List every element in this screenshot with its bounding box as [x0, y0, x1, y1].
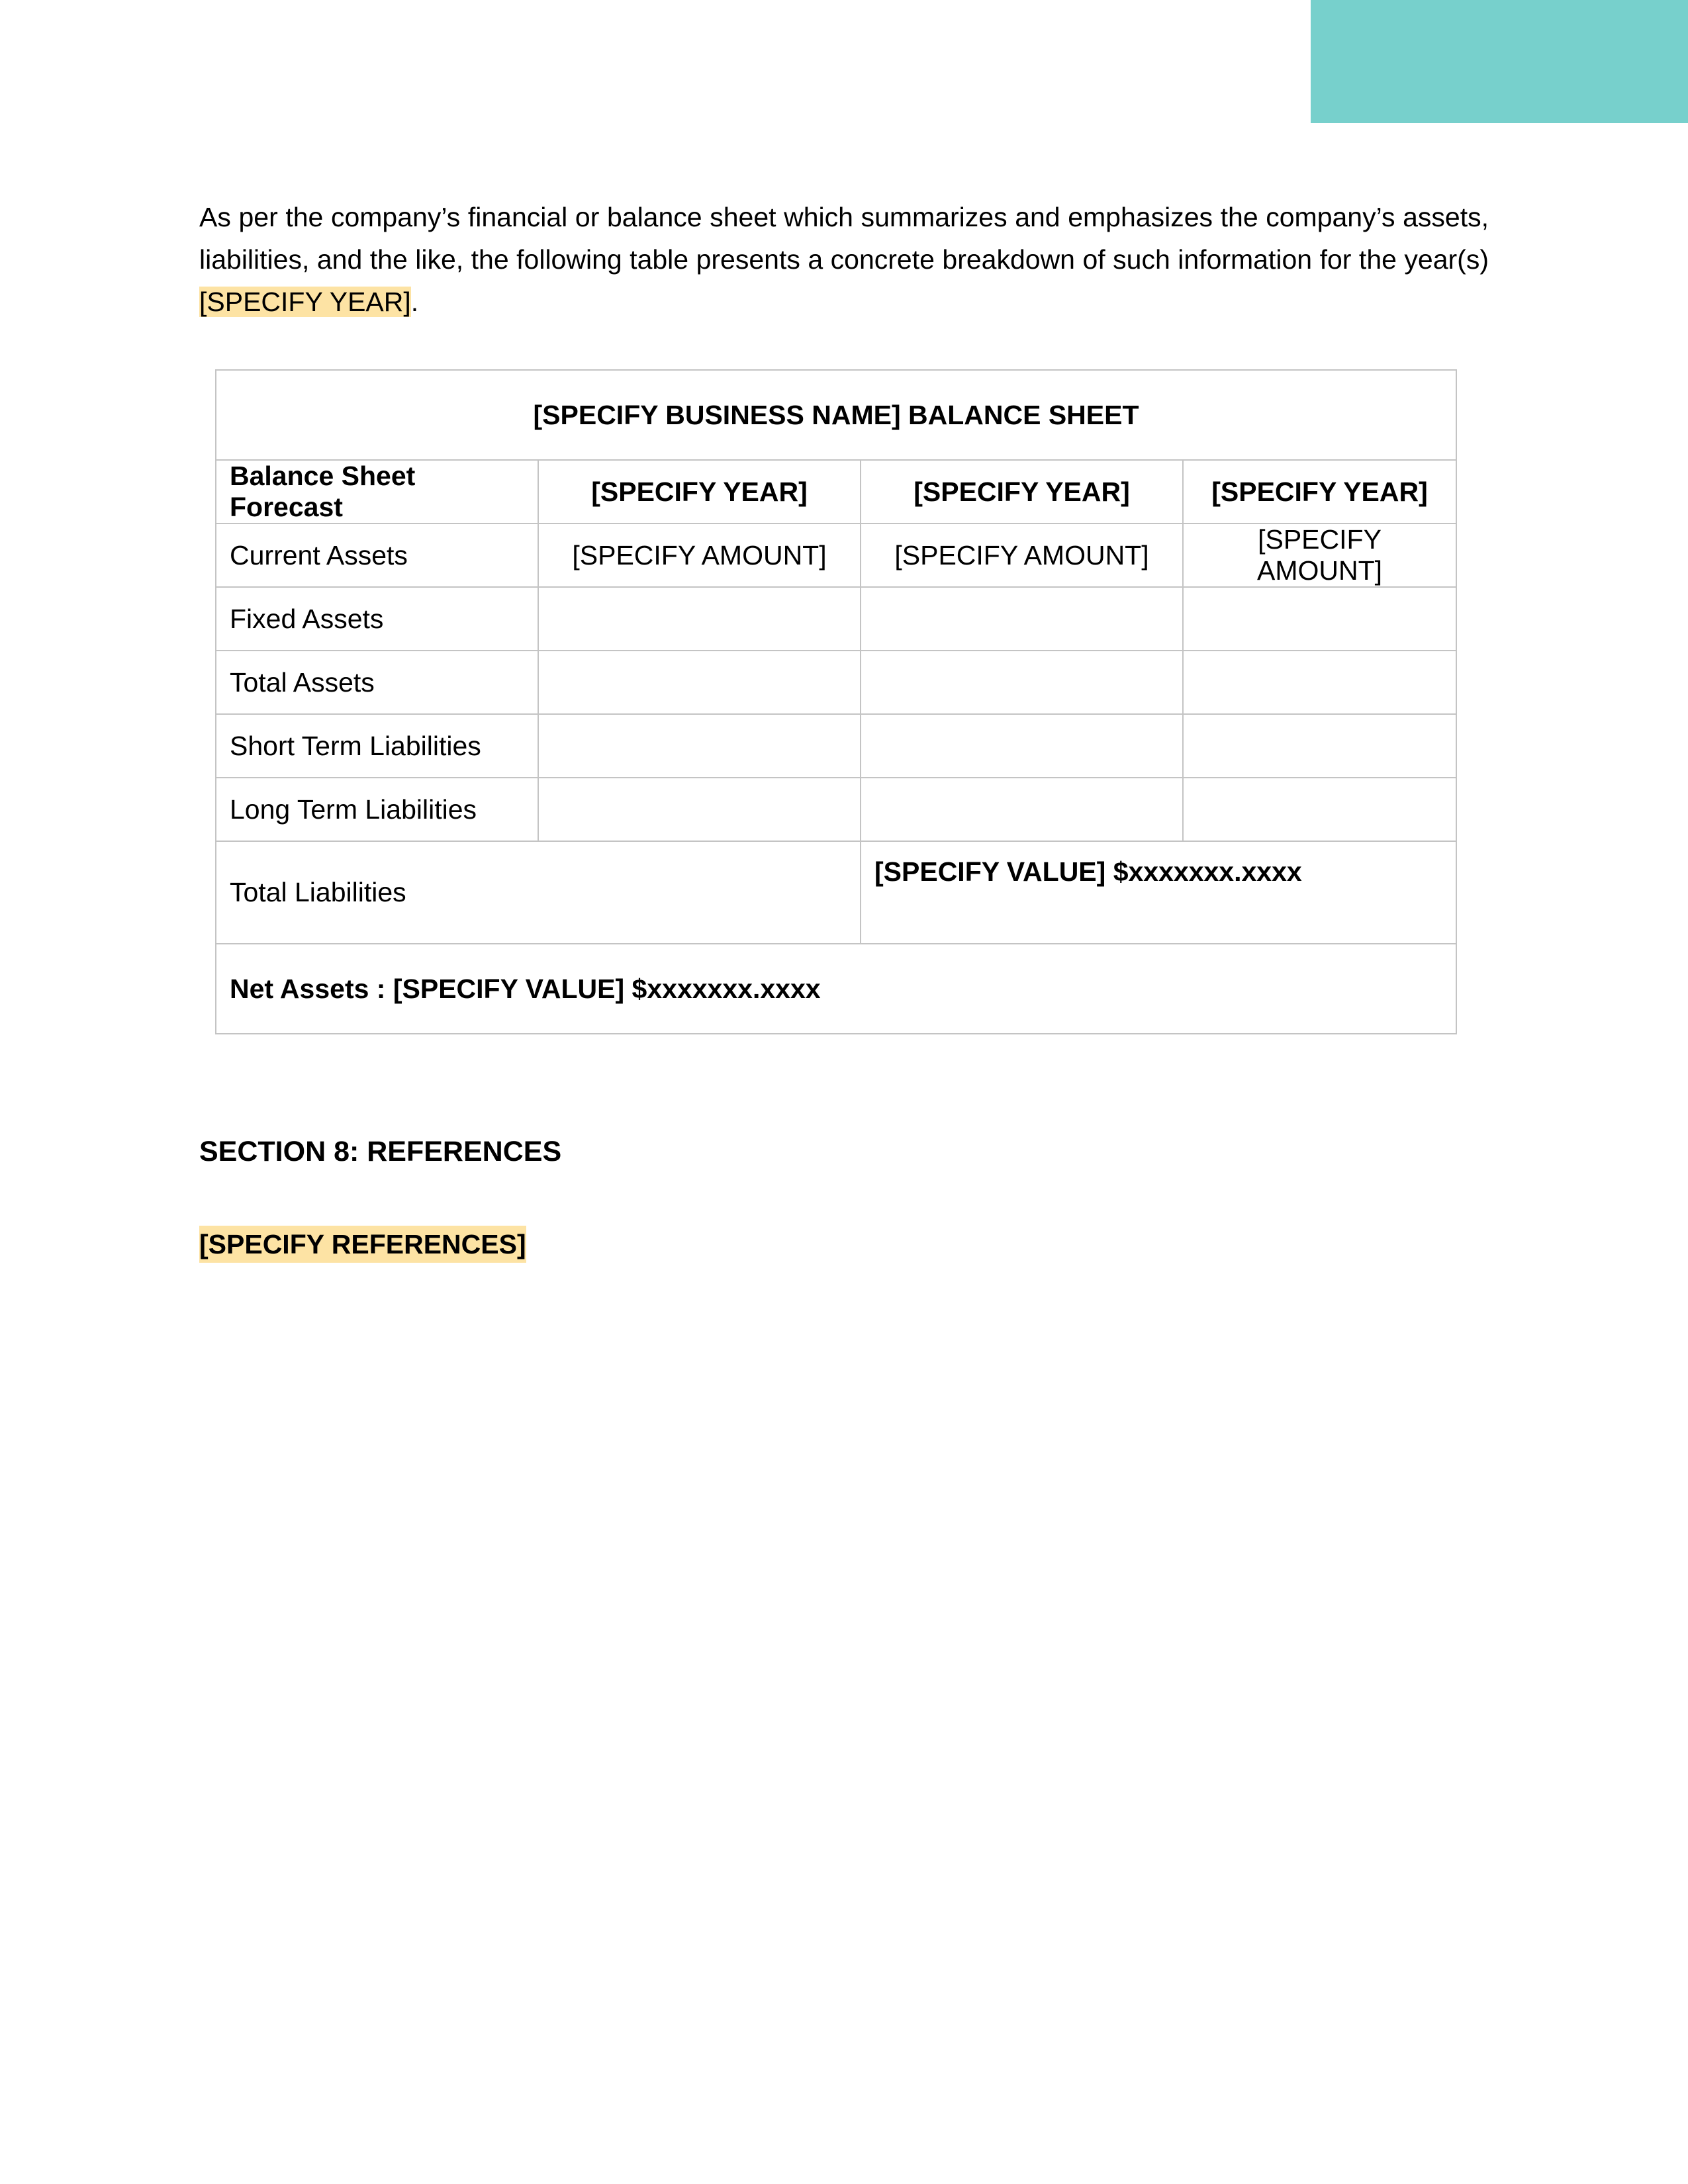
row-value — [1183, 714, 1456, 778]
table-title: [SPECIFY BUSINESS NAME] BALANCE SHEET — [216, 370, 1456, 460]
header-year-3: [SPECIFY YEAR] — [1183, 460, 1456, 523]
row-value — [1183, 651, 1456, 714]
row-value: [SPECIFY AMOUNT] — [861, 523, 1183, 587]
row-value — [538, 651, 861, 714]
header-label: Balance Sheet Forecast — [216, 460, 538, 523]
intro-year-placeholder: [SPECIFY YEAR] — [199, 287, 411, 317]
intro-period: . — [410, 287, 419, 317]
net-assets: Net Assets : [SPECIFY VALUE] $xxxxxxx.xxxx — [216, 944, 1456, 1034]
row-value — [538, 587, 861, 651]
row-value: [SPECIFY AMOUNT] — [1183, 523, 1456, 587]
row-value — [861, 587, 1183, 651]
row-label: Fixed Assets — [216, 587, 538, 651]
row-value: [SPECIFY AMOUNT] — [538, 523, 861, 587]
row-label: Total Assets — [216, 651, 538, 714]
balance-sheet-table — [215, 369, 1457, 1034]
row-value — [538, 714, 861, 778]
row-value — [1183, 778, 1456, 841]
corner-accent-block — [1311, 0, 1688, 123]
table-row — [216, 587, 1456, 651]
total-liabilities-value: [SPECIFY VALUE] $xxxxxxx.xxxx — [861, 841, 1456, 944]
table-header-row — [216, 460, 1456, 523]
row-value — [538, 778, 861, 841]
total-liabilities-row — [216, 841, 1456, 944]
total-liabilities-label: Total Liabilities — [216, 841, 861, 944]
table-title-row — [216, 370, 1456, 460]
row-value — [861, 651, 1183, 714]
row-label: Short Term Liabilities — [216, 714, 538, 778]
header-year-1: [SPECIFY YEAR] — [538, 460, 861, 523]
table-row — [216, 778, 1456, 841]
table-row — [216, 523, 1456, 587]
row-value — [861, 714, 1183, 778]
row-value — [861, 778, 1183, 841]
row-label: Current Assets — [216, 523, 538, 587]
row-value — [1183, 587, 1456, 651]
intro-paragraph — [199, 196, 1489, 323]
net-assets-row — [216, 944, 1456, 1034]
table-row — [216, 651, 1456, 714]
table-row — [216, 714, 1456, 778]
references-placeholder: [SPECIFY REFERENCES] — [199, 1226, 526, 1263]
row-label: Long Term Liabilities — [216, 778, 538, 841]
section-heading: SECTION 8: REFERENCES — [199, 1136, 562, 1167]
header-year-2: [SPECIFY YEAR] — [861, 460, 1183, 523]
intro-text: As per the company’s financial or balance sheet which summarizes and emphasizes the company’s assets, liabilities, and the like, the following table presents a concrete breakdown of such information for the year(s) — [199, 202, 1489, 275]
